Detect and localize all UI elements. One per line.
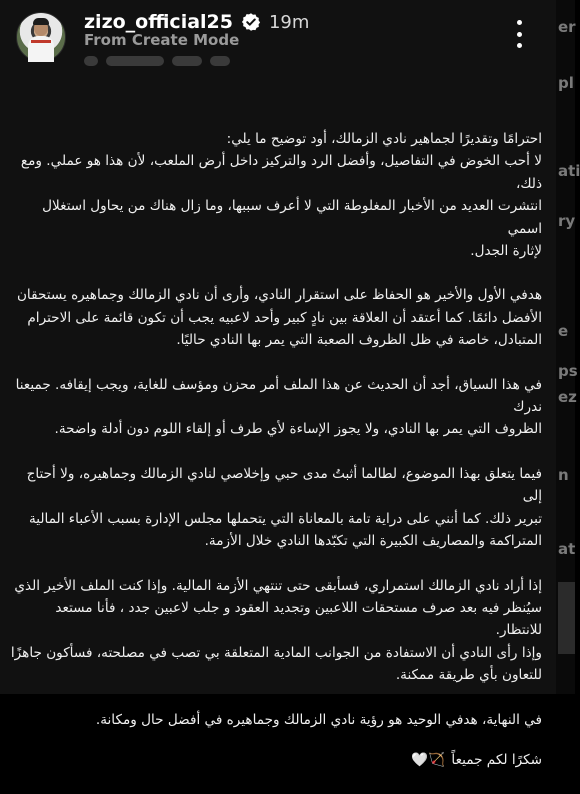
avatar-figure-hair: [33, 18, 49, 25]
story-paragraph: [10, 463, 542, 553]
story-text-line: تبرير ذلك. كما أنني على دراية تامة بالمعاناة التي يتحملها مجلس الإدارة بسبب الأعباء المالية: [29, 510, 542, 527]
more-options-button[interactable]: [508, 20, 530, 48]
story-text-line: لا أحب الخوض في التفاصيل، وأفضل الرد والتركيز داخل أرض الملعب، لأن هذا هو عملي. ومع ذلك،: [20, 153, 542, 192]
adjacent-text-fragment: ps: [558, 362, 578, 380]
story-text-line: إذا أراد نادي الزمالك استمراري، فسأبقى حتى تنتهي الأزمة المالية. وإذا كنت الملف الأخير الذي: [14, 577, 542, 594]
faded-text-block: [210, 56, 230, 66]
adjacent-text-fragment: at: [558, 540, 576, 558]
story-text-body: [10, 128, 542, 794]
story-text-line: الأفضل دائمًا. كما أعتقد أن العلاقة بين نادٍ كبير وأحد لاعبيه يجب أن تكون قائمة على الاحترام: [27, 309, 542, 326]
story-text-line: لإثارة الجدل.: [470, 243, 542, 260]
post-timestamp: 19m: [268, 11, 310, 33]
username[interactable]: zizo_official25: [84, 11, 233, 33]
story-mode-label: From Create Mode: [84, 31, 240, 49]
sign-off-text: شكرًا لكم جميعاً: [451, 752, 542, 769]
story-text-line: للتعاون بأي طريقة ممكنة.: [395, 667, 542, 684]
story-text-line: احترامًا وتقديرًا لجماهير نادي الزمالك، أود توضيح ما يلي:: [226, 131, 542, 147]
faded-header-line: [84, 56, 244, 66]
story-text-line: في النهاية، هدفي الوحيد هو رؤية نادي الزمالك وجماهيره في أفضل حال ومكانة.: [95, 711, 542, 728]
adjacent-text-fragment: ati: [558, 162, 580, 180]
story-text-line: سيُنظر فيه بعد صرف مستحقات اللاعبين وتجديد العقود و جلب لاعبين جدد ، فأنا مستعد للانتظار.: [55, 599, 542, 639]
story-text-line: وإذا رأى النادي أن الاستفادة من الجوانب المادية المتعلقة بي تصب في مصلحته، فسأكون جاهزًا: [10, 644, 542, 661]
adjacent-text-fragment: n: [558, 466, 569, 484]
faded-text-block: [106, 56, 164, 66]
verified-badge-icon: [241, 12, 261, 32]
story-sign-off: [10, 749, 542, 772]
story-paragraph: [10, 284, 542, 351]
adjacent-panel-edge: [556, 0, 580, 694]
story-header: [0, 0, 556, 70]
story-text-line: فيما يتعلق بهذا الموضوع، لطالما أثبتُ مدى حبي وإخلاصي لنادي الزمالك وجماهيره، ولا أحتاج إلى: [26, 465, 542, 505]
faded-text-block: [172, 56, 202, 66]
story-paragraph: [10, 374, 542, 441]
story-paragraph: [10, 709, 542, 731]
story-text-line: في هذا السياق، أجد أن الحديث عن هذا الملف أمر محزن ومؤسف للغاية، ويجب إيقافه. جميعنا ندرك: [15, 376, 542, 416]
adjacent-text-fragment: pl: [558, 74, 574, 92]
story-text-line: انتشرت العديد من الأخبار المغلوطة التي لا أعرف سببها، وما زال هناك من يحاول استغلال اسمي: [42, 198, 542, 237]
more-vertical-icon-dot: [517, 32, 522, 37]
story-text-line: الظروف التي يمر بها النادي، ولا يجوز الإساءة لأي طرف أو إلقاء اللوم دون أدلة واضحة.: [54, 421, 542, 438]
heart-and-bow-emoji-icon: 🏹🤍: [411, 751, 446, 768]
story-text-line: المتبادل، خاصة في ظل الظروف الصعبة التي يمر بها النادي حاليًا.: [176, 332, 542, 349]
more-vertical-icon-dot: [517, 43, 522, 48]
story-paragraph: [10, 128, 542, 262]
faded-music-icon: [84, 56, 98, 66]
adjacent-text-fragment: ez: [558, 388, 577, 406]
avatar[interactable]: [16, 12, 66, 62]
adjacent-text-fragment: e: [558, 322, 569, 340]
more-vertical-icon-dot: [517, 20, 522, 25]
story-text-line: المتراكمة والمصاريف الكبيرة التي تكبّدها النادي خلال الأزمة.: [204, 533, 542, 550]
adjacent-thumbnail: [558, 582, 575, 654]
avatar-figure-stripe: [31, 40, 51, 43]
adjacent-text-fragment: ry: [558, 212, 576, 230]
story-text-line: هدفي الأول والأخير هو الحفاظ على استقرار النادي، وأرى أن نادي الزمالك وجماهيره يستحقان: [16, 287, 542, 304]
story-paragraph: [10, 575, 542, 687]
adjacent-text-fragment: er: [558, 18, 576, 36]
